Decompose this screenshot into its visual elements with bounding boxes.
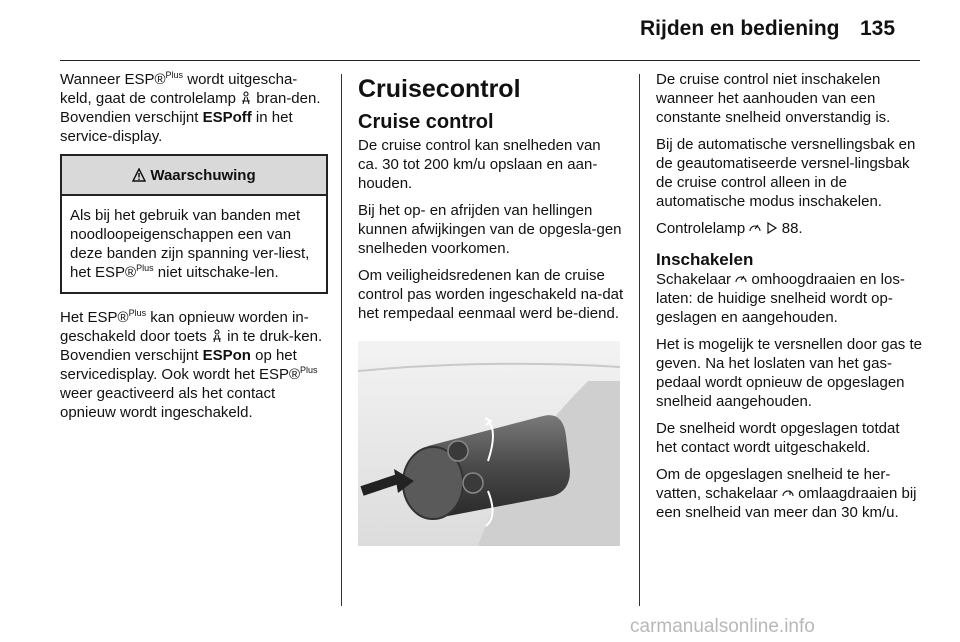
warning-box: [60, 154, 328, 294]
paragraph: Het ESP®$^{Plus}$ kan opnieuw worden in-geschakeld door toets in te druk-ken. Bovendien verschijnt ESPon op het servicedisplay. Ook wordt het ESP®$^{Plus}$ weer geactiveerd als het contact opnieuw wordt ingeschakeld.: [60, 308, 323, 421]
cruise-control-icon: [749, 221, 761, 235]
column-divider: [639, 74, 640, 606]
resume-speed-icon: [782, 486, 794, 500]
paragraph: Om veiligheidsredenen kan de cruise control pas worden ingeschakeld na-dat het rempedaal eenmaal werd be-diend.: [358, 267, 624, 322]
paragraph: De snelheid wordt opgeslagen totdat het contact wordt uitgeschakeld.: [656, 420, 900, 456]
paragraph: Bij het op- en afrijden van hellingen kunnen afwijkingen van de opgesla-gen snelheden voorkomen.: [358, 202, 622, 257]
warning-triangle-icon: [132, 168, 146, 182]
paragraph: Bij de automatische versnellingsbak en de geautomatiseerde versnel-lingsbak de cruise control alleen in de automatische modus inschakelen.: [656, 136, 916, 210]
warning-header: [62, 156, 326, 196]
paragraph: Om de opgeslagen snelheid te her-vatten, schakelaar omlaagdraaien bij een snelheid van meer dan 30 km/u.: [656, 466, 917, 521]
section-heading: Cruisecontrol: [358, 75, 521, 103]
paragraph: De cruise control kan snelheden van ca. 30 tot 200 km/u opslaan en aan-houden.: [358, 137, 601, 192]
paragraph: De cruise control niet inschakelen wanneer het aanhouden van een constante snelheid onverstandig is.: [656, 71, 891, 126]
page-reference-icon: [766, 221, 778, 235]
column-1: [60, 70, 328, 430]
watermark: carmanualsonline.info: [630, 616, 815, 637]
subsection-heading: Cruise control: [358, 111, 494, 133]
cruise-control-icon: [735, 272, 747, 286]
paragraph: Wanneer ESP®$^{Plus}$ wordt uitgescha-keld, gaat de controlelamp bran-den. Bovendien verschijnt ESPoff in het service-display.: [60, 70, 321, 145]
column-3: [656, 70, 922, 530]
header-rule: [60, 60, 920, 61]
page-header-title: Rijden en bediening: [640, 17, 840, 40]
paragraph: Schakelaar omhoogdraaien en los-laten: de huidige snelheid wordt op-geslagen en aangehouden.: [656, 271, 905, 326]
warning-body: Als bij het gebruik van banden met noodloopeigenschappen een van deze banden zijn spanning ver-liest, het ESP®$^{Plus}$ niet uitschake-len.: [70, 207, 310, 281]
warning-title: Waarschuwing: [150, 166, 256, 184]
page-number: 135: [860, 17, 896, 40]
paragraph: Controlelamp 88.: [656, 220, 803, 237]
esp-skid-icon: [240, 91, 252, 105]
cruise-control-stalk-illustration: [358, 341, 620, 546]
column-divider: [341, 74, 342, 606]
esp-skid-icon: [211, 329, 223, 343]
paragraph: Het is mogelijk te versnellen door gas te geven. Na het loslaten van het gas-pedaal wordt opnieuw de opgeslagen snelheid aangehouden.: [656, 336, 922, 410]
subsection-heading: Inschakelen: [656, 250, 754, 269]
column-2: [358, 70, 624, 551]
